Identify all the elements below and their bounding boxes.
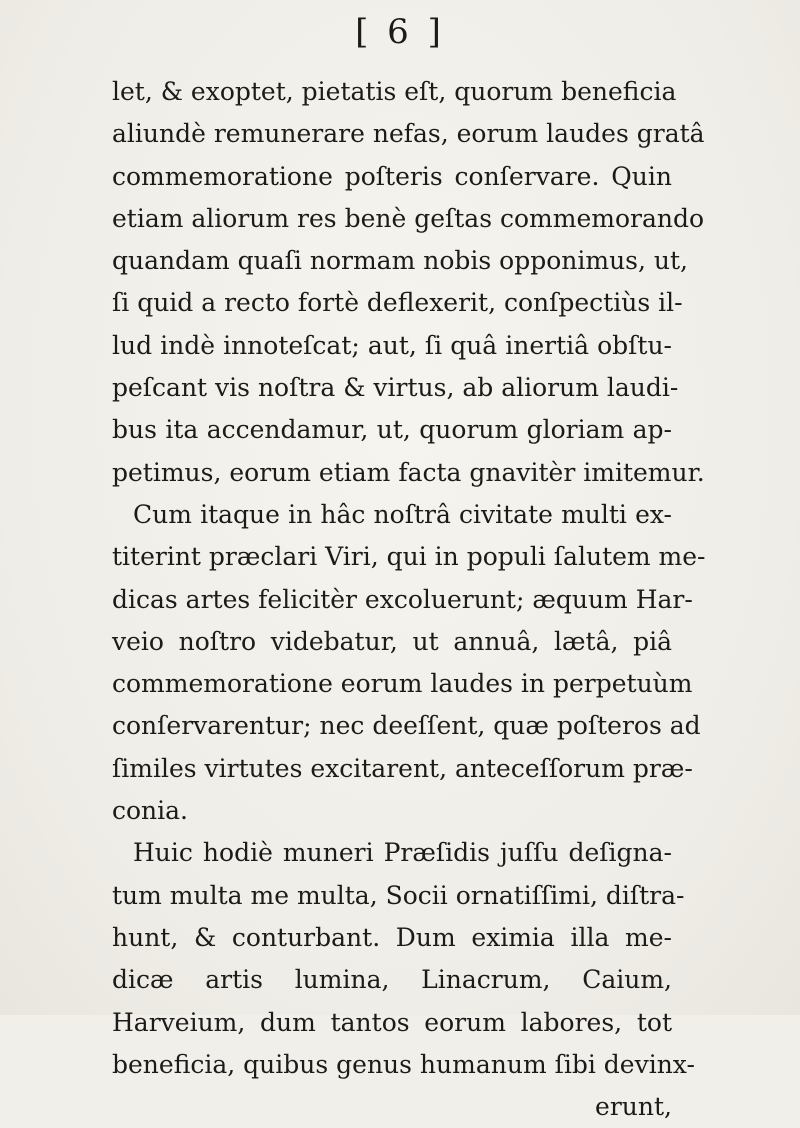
text-line: petimus, eorum etiam facta gnavitèr imitemur.	[112, 457, 705, 487]
text-line: ſi quid a recto fortè deflexerit, conſpectiùs il-	[112, 288, 683, 318]
text-line: etiam aliorum res benè geſtas commemorando	[112, 203, 705, 233]
text-line: commemoratione poſteris conſervare. Quin	[112, 161, 672, 191]
text-line: veio noſtro videbatur, ut annuâ, lætâ, piâ	[112, 626, 672, 656]
text-line: conſervarentur; nec deeſſent, quæ poſteros ad	[112, 711, 701, 741]
text-line: ſimiles virtutes excitarent, anteceſſorum præ-	[112, 753, 693, 783]
text-line: aliundè remunerare nefas, eorum laudes gratâ	[112, 119, 705, 149]
text-line: let, & exoptet, pietatis eſt, quorum beneficia	[112, 77, 677, 106]
paragraph-start-line: Huic hodiè muneri Præſidis juſſu deſigna-	[133, 838, 672, 868]
catchword: erunt,	[595, 1092, 672, 1122]
page-number: [ 6 ]	[355, 12, 445, 52]
text-line: lud indè innoteſcat; aut, ſi quâ inertiâ obſtu-	[112, 330, 672, 360]
text-line: quandam quaſi normam nobis opponimus, ut,	[112, 246, 689, 276]
text-line: dicæ artis lumina, Linacrum, Caium,	[112, 965, 672, 995]
text-line: Harveium, dum tantos eorum labores, tot	[112, 1007, 672, 1037]
text-line: tum multa me multa, Socii ornatiſſimi, diſtra-	[112, 880, 685, 910]
paragraph-end-line: conia.	[112, 796, 189, 826]
text-line: bus ita accendamur, ut, quorum gloriam ap-	[112, 415, 672, 445]
paragraph-start-line: Cum itaque in hâc noſtrâ civitate multi ex-	[133, 499, 672, 529]
body-text	[112, 71, 706, 1128]
text-line: commemoratione eorum laudes in perpetuùm	[112, 669, 693, 699]
text-line: hunt, & conturbant. Dum eximia illa me-	[112, 922, 672, 952]
text-line: peſcant vis noſtra & virtus, ab aliorum laudi-	[112, 373, 679, 403]
text-line: titerint præclari Viri, qui in populi ſalutem me-	[112, 542, 706, 572]
text-line: beneficia, quibus genus humanum ſibi devinx-	[112, 1049, 695, 1079]
text-line: dicas artes felicitèr excoluerunt; æquum Har-	[112, 584, 693, 614]
